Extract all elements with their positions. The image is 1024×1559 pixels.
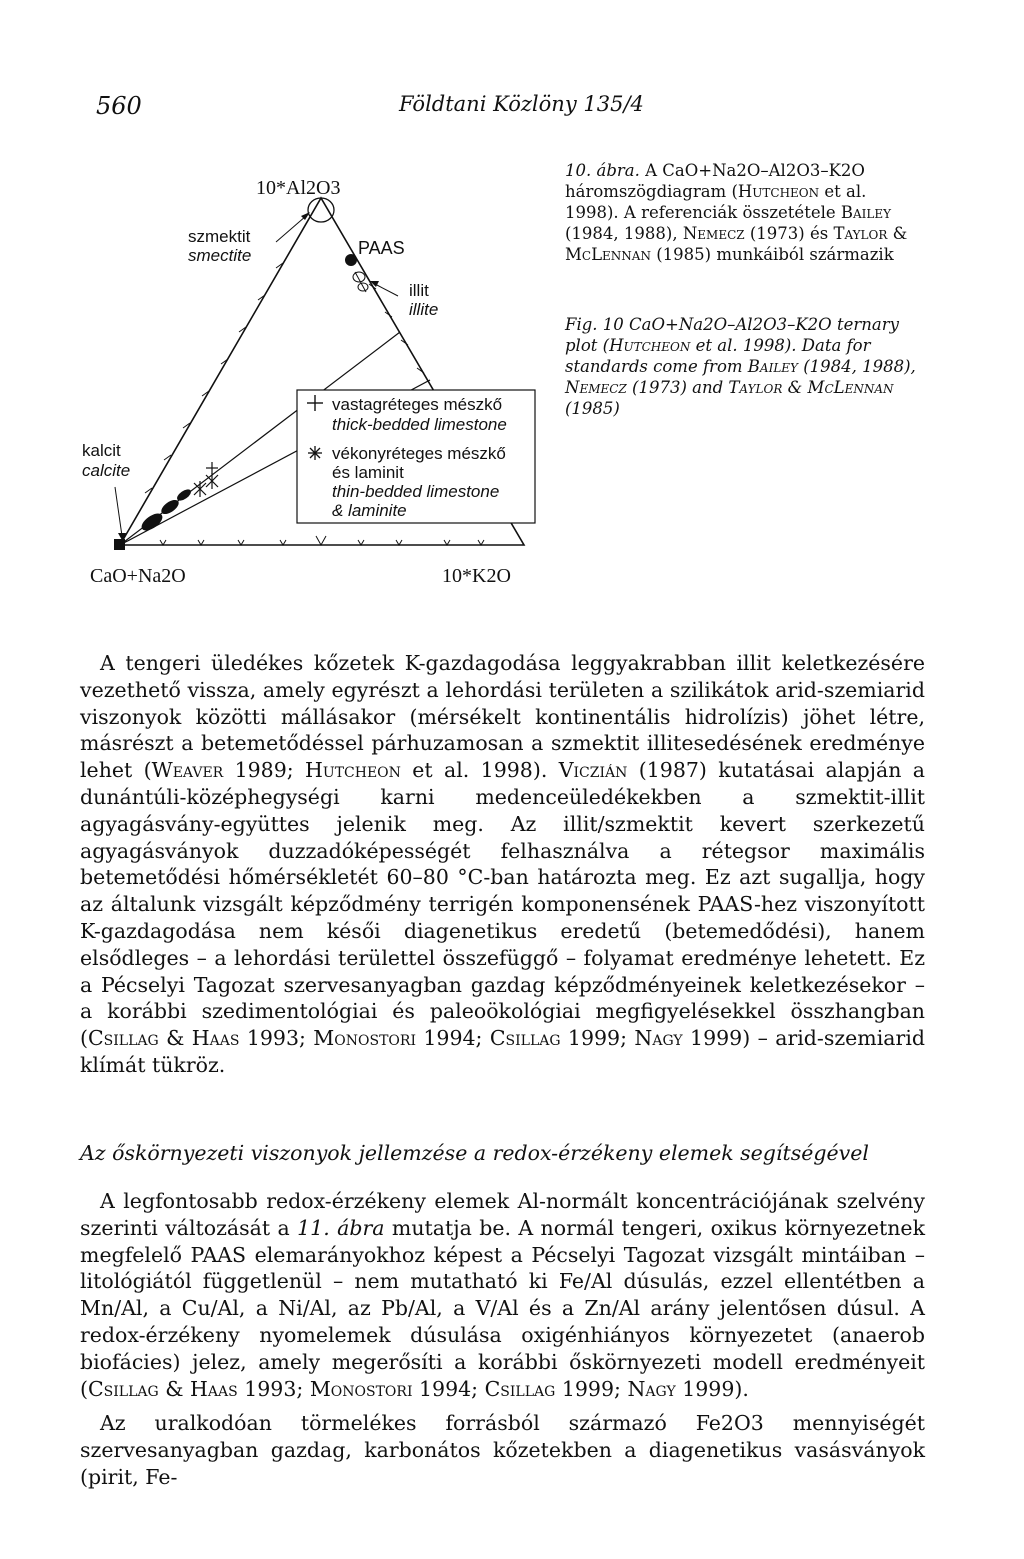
- left-edge-ticks: [145, 263, 283, 493]
- calcite-arrow: [115, 487, 122, 536]
- apex-right-label: 10*K2O: [442, 565, 511, 587]
- smectite-field: [308, 198, 334, 222]
- calcite-point: [114, 539, 125, 550]
- legend-thin-hu-1: vékonyréteges mészkő: [332, 444, 506, 463]
- paas-point: [345, 254, 357, 266]
- calcite-label-en: calcite: [82, 461, 131, 480]
- thin-bedded-points: [194, 473, 218, 497]
- legend-thin-en-1: thin-bedded limestone: [332, 482, 500, 501]
- smectite-label-en: smectite: [188, 246, 252, 265]
- section-title: Az őskörnyezeti viszonyok jellemzése a redox-érzékeny elemek segítségével: [80, 1141, 869, 1165]
- figure-caption-hungarian: 10. ábra. A CaO+Na2O–Al2O3–K2O háromszögdiagram (Hutcheon et al. 1998). A referenciák összetétele Bailey (1984, 1988), Nemecz (1973) és Taylor & McLennan (1985) munkáiból származik: [565, 161, 908, 264]
- legend-thick-en: thick-bedded limestone: [332, 415, 507, 434]
- illite-arrow: [375, 284, 398, 296]
- bottom-v-marks: [160, 536, 484, 545]
- body-paragraph-2: A legfontosabb redox-érzékeny elemek Al-normált koncentrációjának szelvény szerinti változását a 11. ábra mutatja be. A normál tengeri, oxikus környezetnek megfelelő PAAS elemarányokhoz képest a Pécselyi Tagozat vizsgált mintáiban – litológiától függetlenül – nem mutatható ki Fe/Al dúsulás, ezzel ellentétben a Mn/Al, a Cu/Al, a Ni/Al, az Pb/Al, a V/Al és a Zn/Al arány jelentősen dúsul. A redox-érzékeny nyomelemek dúsulása oxigénhiányos környezetet (anaerob biofácies) jelez, amely megerősíti a korábbi őskörnyezeti modell eredményeit (Csillag & Haas 1993; Monostori 1994; Csillag 1999; Nagy 1999).: [80, 1189, 925, 1401]
- ternary-diagram: [80, 150, 560, 590]
- illite-label-hu: illit: [409, 281, 429, 300]
- smectite-arrow: [276, 216, 306, 242]
- journal-title: Földtani Közlöny 135/4: [399, 92, 644, 116]
- legend-thick-hu: vastagréteges mészkő: [332, 395, 503, 414]
- page-number: 560: [96, 92, 142, 120]
- legend-thin-en-2: & laminite: [332, 501, 407, 520]
- figure-caption-english: Fig. 10 CaO+Na2O–Al2O3–K2O ternary plot (Hutcheon et al. 1998). Data for standards come from Bailey (1984, 1988), Nemecz (1973) and Taylor & McLennan (1985): [565, 315, 916, 418]
- smectite-label-hu: szmektit: [188, 227, 251, 246]
- legend-thin-hu-2: és laminit: [332, 463, 404, 482]
- body-paragraph-3: Az uralkodóan törmelékes forrásból származó Fe2O3 mennyiségét szervesanyagban gazdag, karbonátos kőzetekben a diagenetikus vasásványok (pirit, Fe-: [80, 1411, 925, 1489]
- illite-label-en: illite: [409, 300, 439, 319]
- paas-label: PAAS: [358, 238, 405, 258]
- body-paragraph-1: A tengeri üledékes kőzetek K-gazdagodása leggyakrabban illit keletkezésére vezethető vissza, amely egyrészt a lehordási területen a szilikátok arid-szemiarid viszonyok közötti mállásakor (mérsékelt kontinentális hidrolízis) jöhet létre, másrészt a betemetődéssel párhuzamosan a szmektit illitesedésének eredménye lehet (Weaver 1989; Hutcheon et al. 1998). Viczián (1987) kutatásai alapján a dunántúli-középhegységi karni medenceüledékekben a szmektit-illit agyagásvány-együttes jelenik meg. Az illit/szmektit kevert szerkezetű agyagásványok duzzadóképességét felhasználva a rétegsor maximális betemetődési hőmérsékletét 60–80 °C-ban határozta meg. Ez azt sugallja, hogy az általunk vizsgált képződmény terrigén komponensének PAAS-hez viszonyított K-gazdagodása nem késői diagenetikus eredetű (betemedődési), hanem elsődleges – a lehordási területtel összefüggő – folyamat eredménye lehetett. Ez a Pécselyi Tagozat szervesanyagban gazdag képződményeinek keletkezésekor – a korábbi szedimentológiai és paleoökológiai megfigyelésekkel összhangban (Csillag & Haas 1993; Monostori 1994; Csillag 1999; Nagy 1999) – arid-szemiarid klímát tükröz.: [80, 651, 925, 1077]
- calcite-label-hu: kalcit: [82, 441, 121, 460]
- apex-left-label: CaO+Na2O: [90, 565, 186, 587]
- apex-top-label: 10*Al2O3: [256, 177, 341, 199]
- legend-asterisk-icon: [308, 446, 322, 460]
